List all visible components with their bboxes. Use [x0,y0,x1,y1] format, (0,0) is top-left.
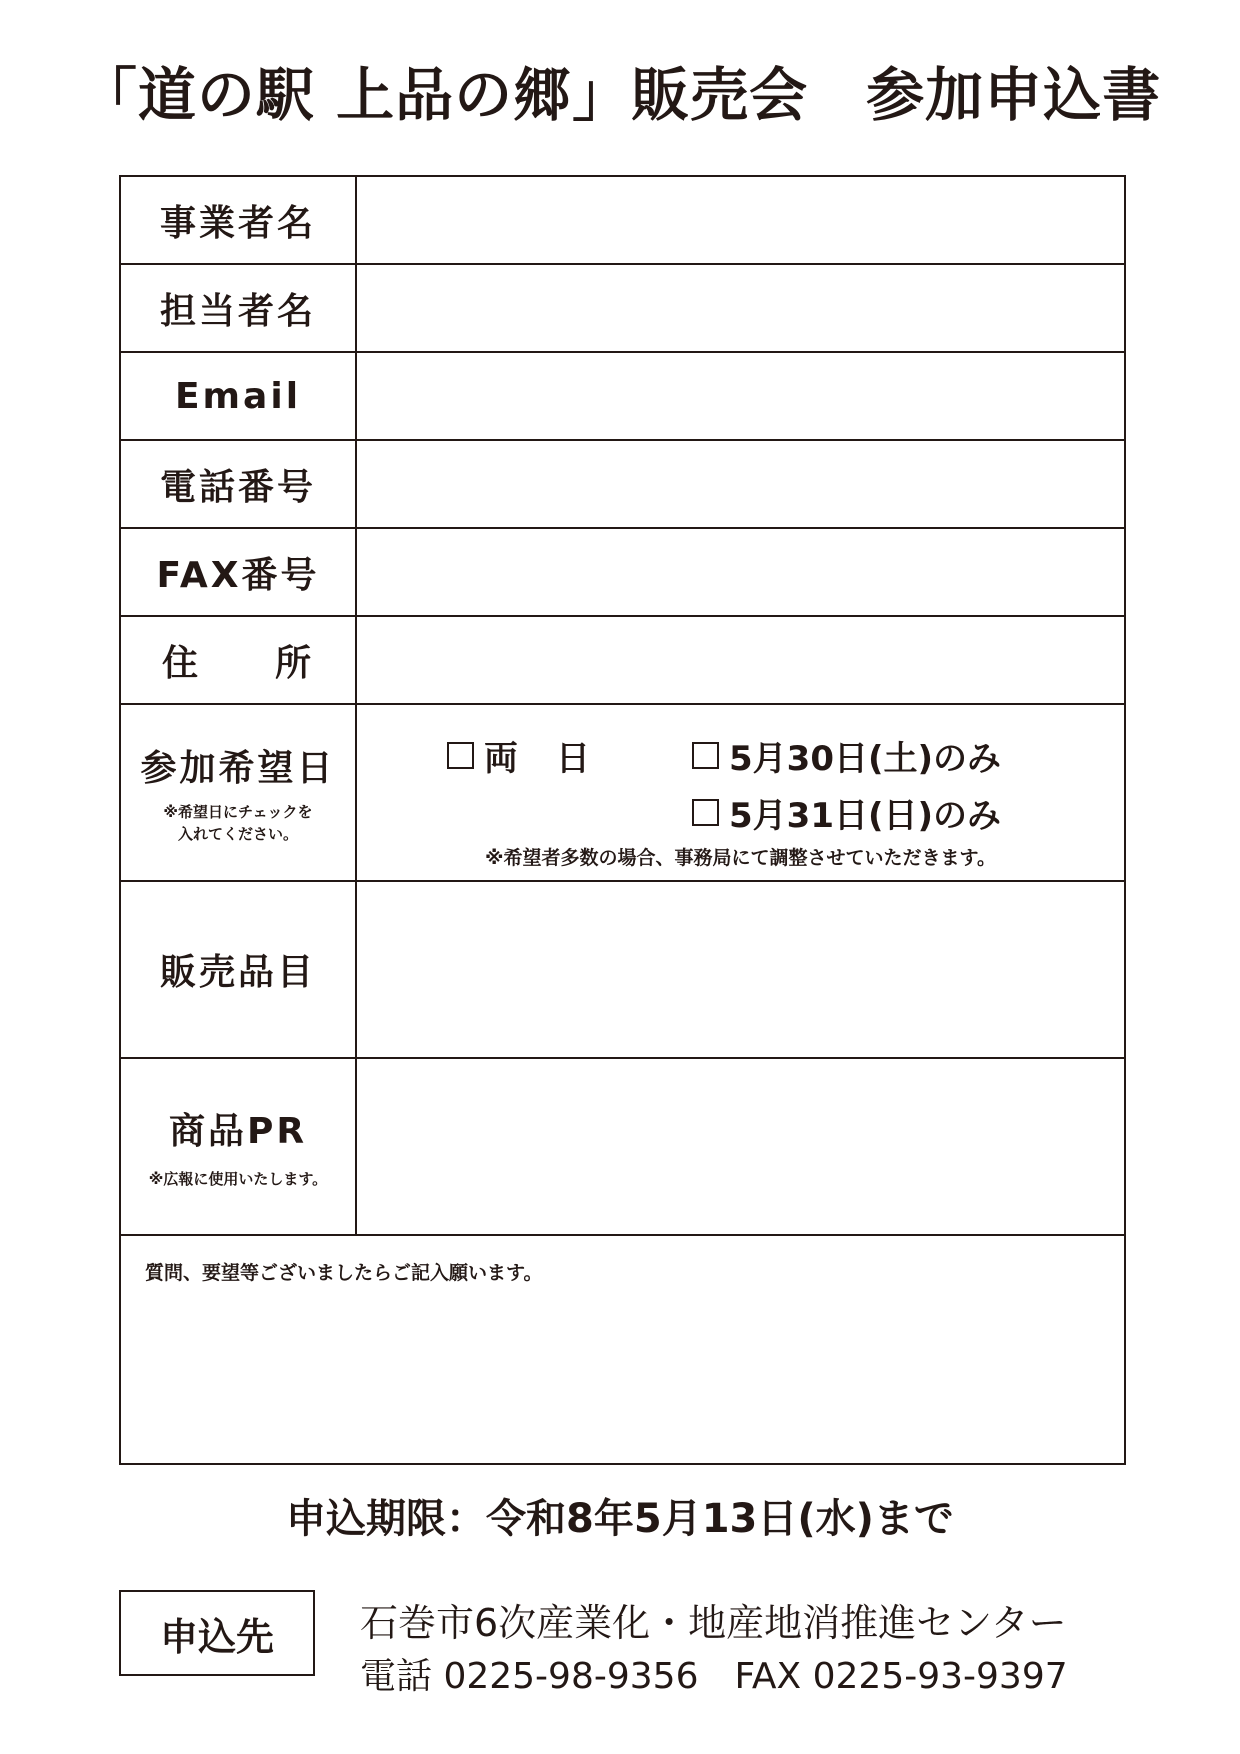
option-may30[interactable] [692,731,1001,780]
destination-contact [360,1648,1068,1699]
address-label-2: 所 [274,642,314,684]
address-label-1: 住 [162,642,202,684]
date-label: 参加希望日 [140,748,336,789]
title-main: 「道の駅 上品の郷」販売会 [78,61,809,129]
email-field[interactable] [356,352,1125,440]
deadline: 申込期限：令和8年5月13日(水)まで [286,1496,954,1542]
row-email [120,352,1125,440]
row-date [120,704,1125,881]
phone-label: 電話番号 [120,440,356,528]
business-name-label: 事業者名 [120,176,356,264]
person-label: 担当者名 [120,264,356,352]
pr-label: 商品PR [168,1111,308,1152]
date-note-1: ※希望日にチェックを [163,803,313,821]
date-adjust-note: ※希望者多数の場合、事務局にて調整させていただきます。 [485,847,996,869]
date-note [121,801,355,845]
title-sub: 参加申込書 [866,61,1162,129]
email-label: Email [120,352,356,440]
address-label [120,616,356,704]
fax-label: FAX番号 [120,528,356,616]
destination-phone: 電話 0225-98-9356 [360,1656,699,1697]
row-fax [120,528,1125,616]
date-label-cell [120,704,356,881]
row-business-name [120,176,1125,264]
row-phone [120,440,1125,528]
fax-field[interactable] [356,528,1125,616]
questions-label: 質問、要望等ございましたらご記入願います。 [145,1262,543,1284]
date-note-2: 入れてください。 [177,825,298,843]
pr-note: ※広報に使用いたします。 [148,1170,328,1188]
row-address [120,616,1125,704]
checkbox-may31[interactable] [692,799,719,826]
address-field[interactable] [356,616,1125,704]
checkbox-both-days[interactable] [447,742,474,769]
row-person [120,264,1125,352]
option-both-label: 両日 [484,739,628,779]
row-products [120,881,1125,1058]
pr-label-cell [120,1058,356,1235]
row-pr [120,1058,1125,1235]
products-label: 販売品目 [120,881,356,1058]
checkbox-may30[interactable] [692,742,719,769]
option-may31-label: 5月31日(日)のみ [729,796,1002,836]
option-may31[interactable] [692,788,1001,837]
products-field[interactable] [356,881,1125,1058]
destination-fax: FAX 0225-93-9397 [734,1656,1068,1697]
application-form [119,175,1126,1465]
page-title [0,48,1240,132]
phone-field[interactable] [356,440,1125,528]
date-options-cell [356,704,1125,881]
destination-org: 石巻市6次産業化・地産地消推進センター [360,1601,1067,1645]
pr-field[interactable] [356,1058,1125,1235]
questions-field[interactable] [120,1235,1125,1464]
row-questions [120,1235,1125,1464]
destination-label: 申込先 [119,1590,315,1676]
option-may30-label: 5月30日(土)のみ [729,739,1002,779]
option-both-days[interactable] [447,731,628,780]
business-name-field[interactable] [356,176,1125,264]
person-field[interactable] [356,264,1125,352]
